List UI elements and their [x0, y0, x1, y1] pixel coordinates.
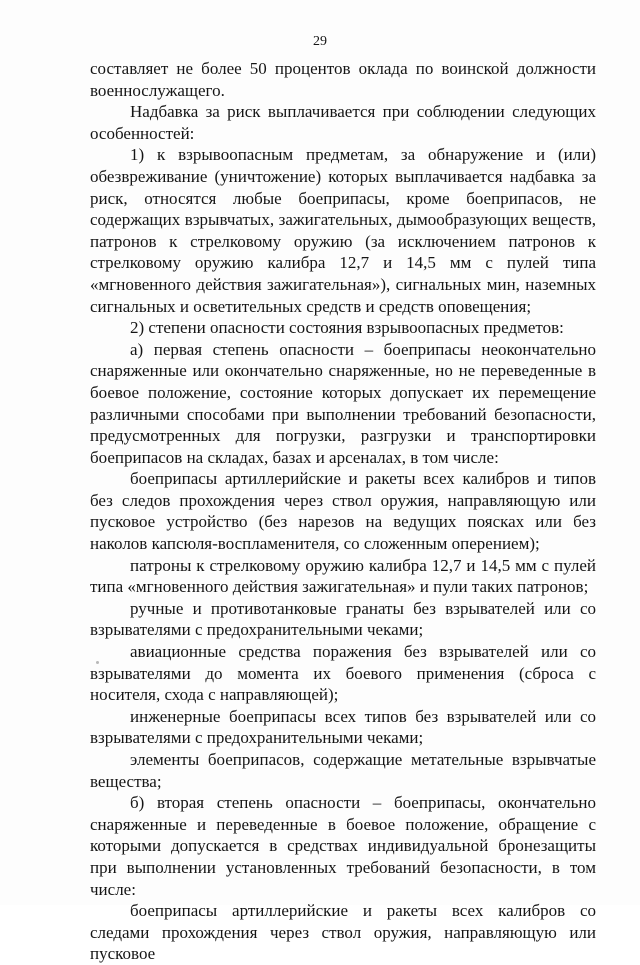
paragraph-first-degree: а) первая степень опасности – боеприпасы неокончательно снаряженные или окончательно снаряженные, но не переведенные в боевое положение, состояние которых допускает их перемещение различными способами при выполнении требований безопасности, предусмотренных для погрузки, разгрузки и транспортировки боеприпасов на складах, базах и арсеналах, в том числе: [90, 339, 596, 467]
paragraph-cartridges: патроны к стрелковому оружию калибра 12,7 и 14,5 мм с пулей типа «мгновенного действия зажигательная» и пули таких патронов; [90, 555, 596, 597]
scan-speck [96, 661, 99, 664]
paragraph-aviation: авиационные средства поражения без взрывателей или со взрывателями до момента их боевого применения (сброса с носителя, схода с направляющей); [90, 642, 596, 705]
page-number: 29 [313, 34, 327, 49]
paragraph-risk-allowance-intro: Надбавка за риск выплачивается при соблюдении следующих особенностей: [90, 102, 596, 143]
paragraph-elements: элементы боеприпасов, содержащие метательные взрывчатые вещества; [90, 750, 596, 791]
paragraph-artillery-second: боеприпасы артиллерийские и ракеты всех калибров со следами прохождения через ствол оружия, направляющую или пусковое [90, 901, 596, 964]
paragraph-item-1-explosive-objects: 1) к взрывоопасным предметам, за обнаружение и (или) обезвреживание (уничтожение) которых выплачивается надбавка за риск, относятся любые боеприпасы, кроме боеприпасов, не содержащих взрывчатых, зажигательных, дымообразующих веществ, патронов к стрелковому оружию (за исключением патронов к стрелковому оружию калибра 12,7 и 14,5 мм с пулей типа «мгновенного действия зажигательная»), сигнальных мин, наземных сигнальных и осветительных средств и средств оповещения; [90, 145, 596, 316]
paragraph-artillery-first: боеприпасы артиллерийские и ракеты всех калибров и типов без следов прохождения через ствол оружия, направляющую или пусковое устройство (без нарезов на ведущих поясках или без наколов капсюля-воспламенителя, со сложенным оперением); [90, 469, 596, 554]
paragraph-engineering: инженерные боеприпасы всех типов без взрывателей или со взрывателями с предохранительными чеками; [90, 706, 596, 748]
paragraph-second-degree: б) вторая степень опасности – боеприпасы, окончательно снаряженные и переведенные в боевое положение, обращение с которыми допускается в средствах индивидуальной бронезащиты при выполнении установленных требований безопасности, в том числе: [90, 793, 596, 899]
paragraph-item-2-danger-degrees: 2) степени опасности состояния взрывоопасных предметов: [130, 318, 564, 338]
paragraph-continuation: составляет не более 50 процентов оклада по воинской должности военнослужащего. [90, 59, 596, 100]
paragraph-grenades: ручные и противотанковые гранаты без взрывателей или со взрывателями с предохранительными чеками; [90, 598, 596, 640]
document-body [90, 58, 596, 965]
